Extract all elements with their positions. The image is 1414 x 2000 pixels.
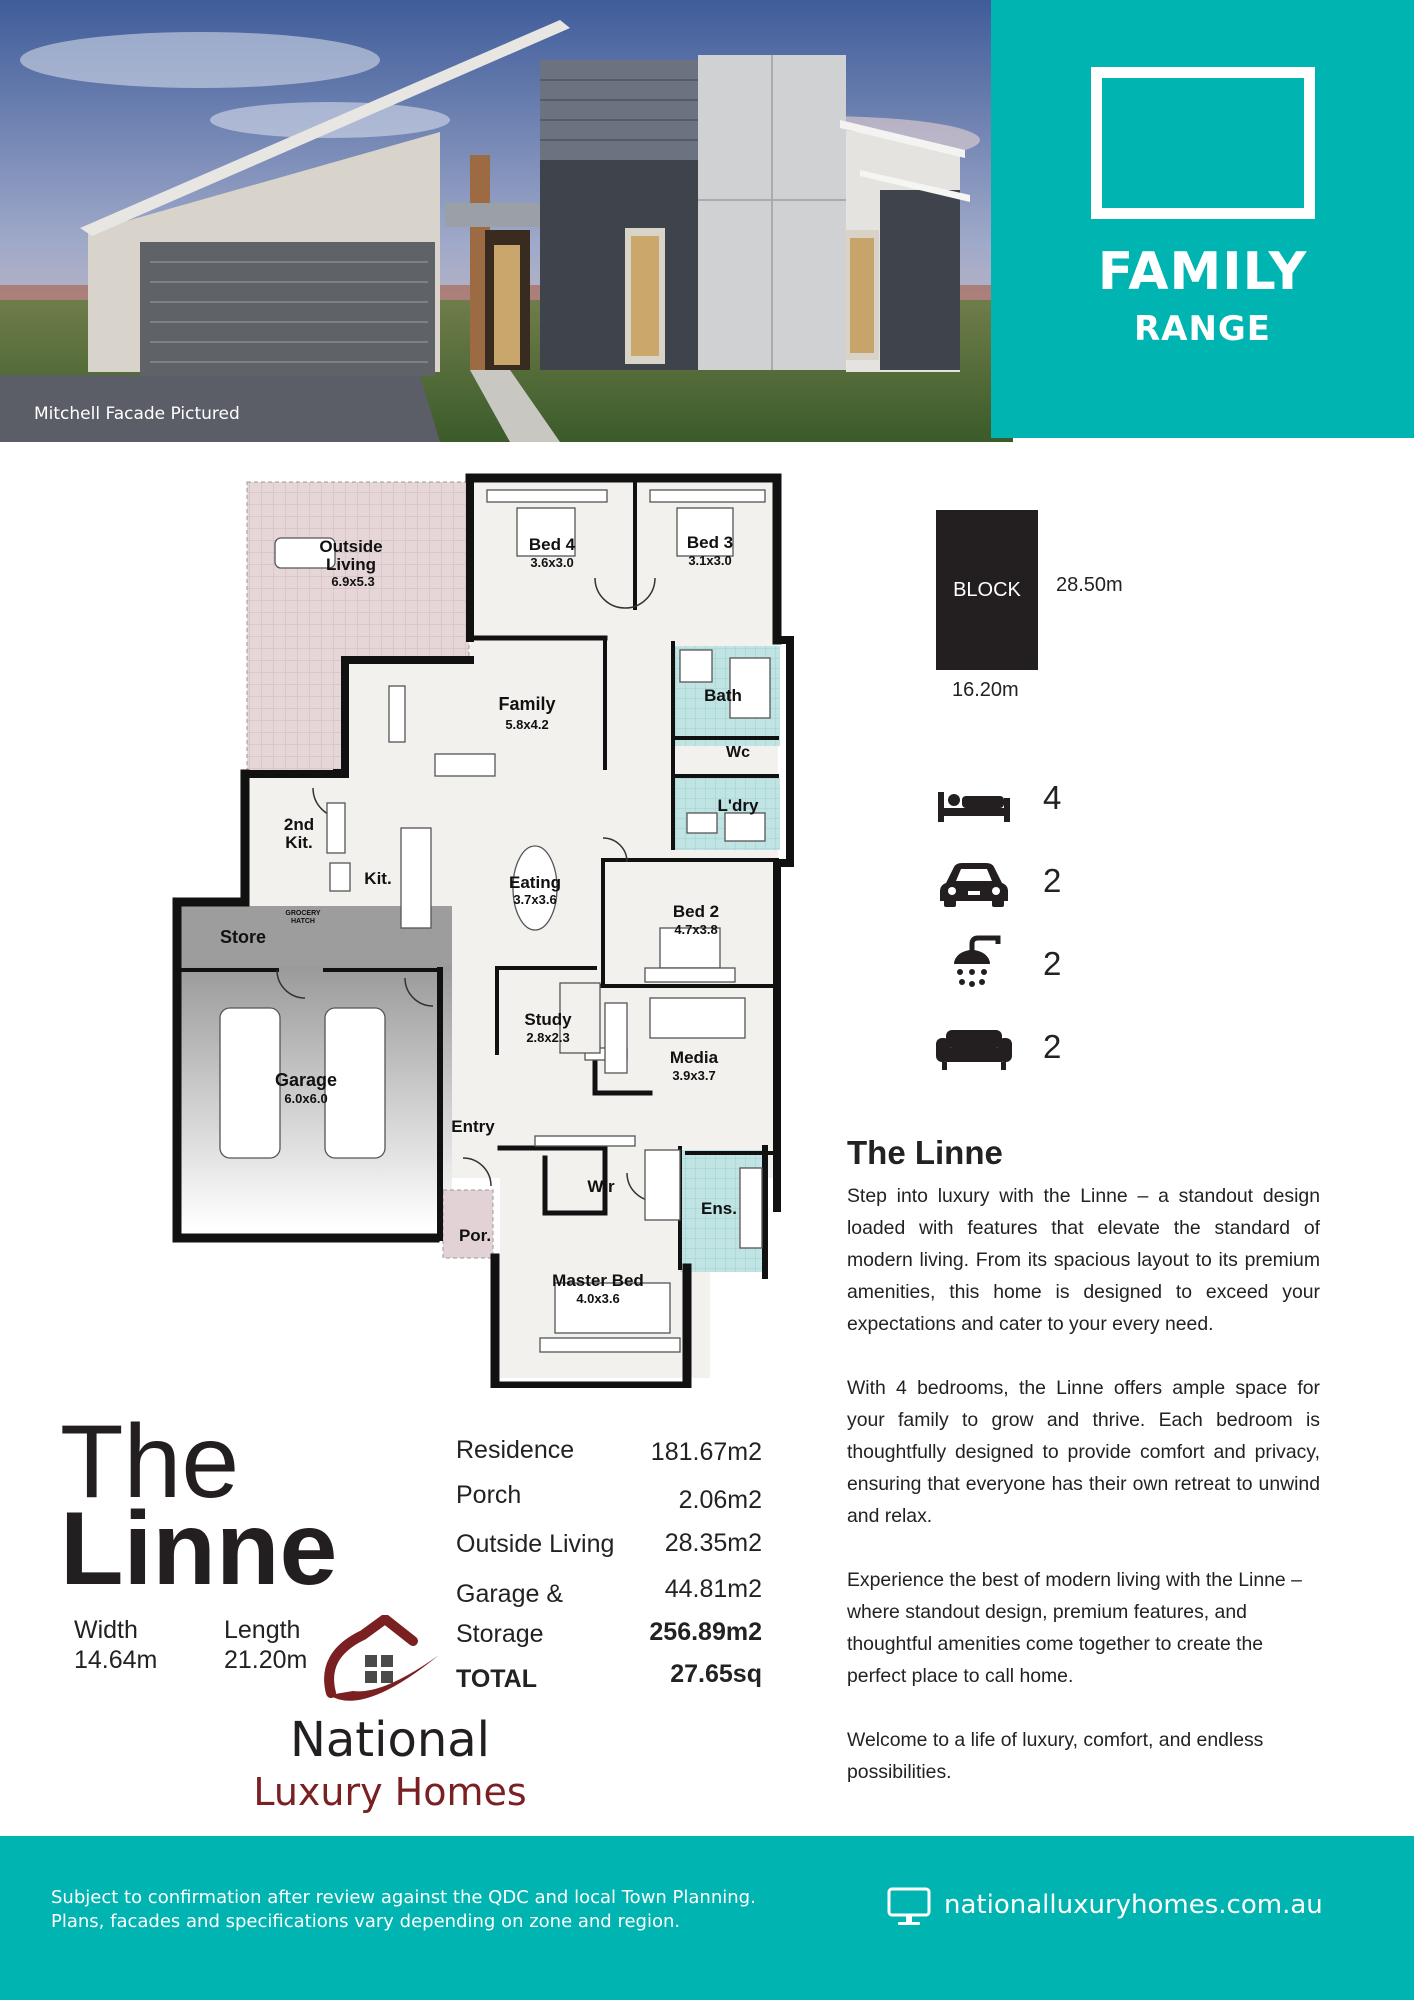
room-size-master-bed: 4.0x3.6 bbox=[576, 1291, 620, 1306]
room-size-bed3: 3.1x3.0 bbox=[688, 553, 732, 568]
width-value: 14.64m bbox=[74, 1646, 158, 1674]
block-label: BLOCK bbox=[953, 578, 1021, 601]
shower-icon bbox=[932, 934, 1016, 990]
stat-value-total: 256.89m2 bbox=[649, 1618, 762, 1646]
description-paragraph: Experience the best of modern living with the Linne – where standout design, premium features, and thoughtful amenities come together to create the perfect place to call home. bbox=[847, 1569, 1302, 1687]
disclaimer-line: Subject to confirmation after review against the QDC and local Town Planning. bbox=[51, 1887, 756, 1908]
room-label-store: Store bbox=[219, 927, 267, 947]
room-size-study: 2.8x2.3 bbox=[526, 1030, 570, 1045]
car-icon bbox=[932, 855, 1016, 911]
stat-label: Garage & bbox=[456, 1580, 564, 1608]
stat-label: Porch bbox=[456, 1481, 522, 1509]
room-label-outside-living: Living bbox=[325, 555, 377, 574]
block-diagram bbox=[936, 510, 1038, 670]
room-label-porch: Por. bbox=[458, 1226, 492, 1245]
brand-name: National bbox=[289, 1712, 490, 1768]
floorplan bbox=[165, 468, 805, 1388]
home-title-line1: The bbox=[60, 1404, 240, 1520]
range-logo-frame bbox=[1091, 67, 1315, 219]
room-label-grocery: GROCERY bbox=[285, 910, 321, 917]
stat-value: 28.35m2 bbox=[664, 1529, 762, 1557]
facade-caption: Mitchell Facade Pictured bbox=[34, 404, 240, 424]
bed-icon bbox=[932, 772, 1016, 828]
description-title: The Linne bbox=[847, 1134, 1003, 1171]
room-label-study: Study bbox=[524, 1010, 572, 1029]
brand-logo-icon bbox=[323, 1615, 443, 1715]
stat-label: Storage bbox=[456, 1620, 544, 1648]
room-size-family: 5.8x4.2 bbox=[505, 717, 549, 732]
hero-facade-image bbox=[0, 0, 1013, 442]
range-title: FAMILY bbox=[1097, 242, 1308, 302]
length-label: Length bbox=[224, 1616, 301, 1644]
stat-value: 2.06m2 bbox=[678, 1486, 762, 1514]
description-paragraph: Welcome to a life of luxury, comfort, and endless possibilities. bbox=[847, 1729, 1264, 1783]
room-label-eating: Eating bbox=[509, 873, 561, 892]
website-link[interactable]: nationalluxuryhomes.com.au bbox=[944, 1890, 1323, 1920]
range-subtitle: RANGE bbox=[1133, 309, 1272, 349]
length-value: 21.20m bbox=[224, 1646, 308, 1674]
home-title-line2: Linne bbox=[60, 1491, 338, 1607]
monitor-icon bbox=[886, 1886, 932, 1928]
block-width: 16.20m bbox=[952, 679, 1019, 701]
stat-label: Outside Living bbox=[456, 1530, 615, 1558]
room-size-bed4: 3.6x3.0 bbox=[530, 555, 574, 570]
room-label-outside: Outside bbox=[319, 537, 383, 556]
disclaimer-line: Plans, facades and specifications vary depending on zone and region. bbox=[51, 1911, 681, 1932]
bedrooms-count: 4 bbox=[1043, 779, 1062, 816]
room-size-bed2: 4.7x3.8 bbox=[674, 922, 718, 937]
description-paragraph: With 4 bedrooms, the Linne offers ample space for your family to grow and thrive. Each bedroom is thoughtfully designed to provide comfort and privacy, ensuring that everyone has their own retreat to unwind and relax. bbox=[847, 1377, 1320, 1527]
room-label-laundry: L'dry bbox=[717, 796, 759, 815]
room-label-bed3: Bed 3 bbox=[686, 533, 734, 552]
living-areas-count: 2 bbox=[1043, 1028, 1062, 1065]
room-label-master-bed: Master Bed bbox=[552, 1271, 644, 1290]
room-label-ensuite: Ens. bbox=[701, 1199, 737, 1218]
footer-disclaimer bbox=[51, 1886, 811, 1934]
sofa-icon bbox=[932, 1020, 1016, 1076]
stat-value: 44.81m2 bbox=[664, 1575, 762, 1603]
room-size-media: 3.9x3.7 bbox=[672, 1068, 716, 1083]
width-label: Width bbox=[74, 1616, 138, 1644]
car-spaces-count: 2 bbox=[1043, 862, 1062, 899]
room-label-media: Media bbox=[669, 1048, 719, 1067]
stat-label: Residence bbox=[456, 1436, 575, 1464]
room-size-eating: 3.7x3.6 bbox=[513, 892, 557, 907]
room-size-garage: 6.0x6.0 bbox=[284, 1091, 328, 1106]
room-size-outside-living: 6.9x5.3 bbox=[331, 574, 375, 589]
room-label-entry: Entry bbox=[451, 1117, 495, 1136]
room-label-wc: Wc bbox=[726, 744, 750, 761]
room-label-2nd: 2nd bbox=[283, 815, 315, 834]
range-panel bbox=[991, 0, 1414, 438]
room-label-2nd-kit: Kit. bbox=[285, 833, 313, 852]
description-paragraph: Step into luxury with the Linne – a standout design loaded with features that elevate the standard of modern living. From its spacious layout to its premium amenities, this home is designed to exceed your expectations and cater to your every need. bbox=[847, 1185, 1320, 1335]
brand-tagline: Luxury Homes bbox=[253, 1770, 527, 1814]
room-label-kitchen: Kit. bbox=[364, 869, 392, 888]
room-label-family: Family bbox=[498, 694, 556, 714]
room-label-bed4: Bed 4 bbox=[528, 535, 576, 554]
room-label-grocery-hatch: HATCH bbox=[291, 918, 315, 925]
room-label-garage: Garage bbox=[274, 1070, 338, 1090]
block-length: 28.50m bbox=[1056, 574, 1123, 596]
bathrooms-count: 2 bbox=[1043, 945, 1062, 982]
stat-value: 181.67m2 bbox=[650, 1438, 762, 1466]
stat-value: 27.65sq bbox=[670, 1660, 762, 1688]
stat-label-total: TOTAL bbox=[456, 1665, 538, 1693]
room-label-bath: Bath bbox=[704, 686, 742, 705]
description-body bbox=[847, 1180, 1320, 1820]
room-label-wir: Wir bbox=[587, 1177, 615, 1196]
room-label-bed2: Bed 2 bbox=[672, 902, 720, 921]
